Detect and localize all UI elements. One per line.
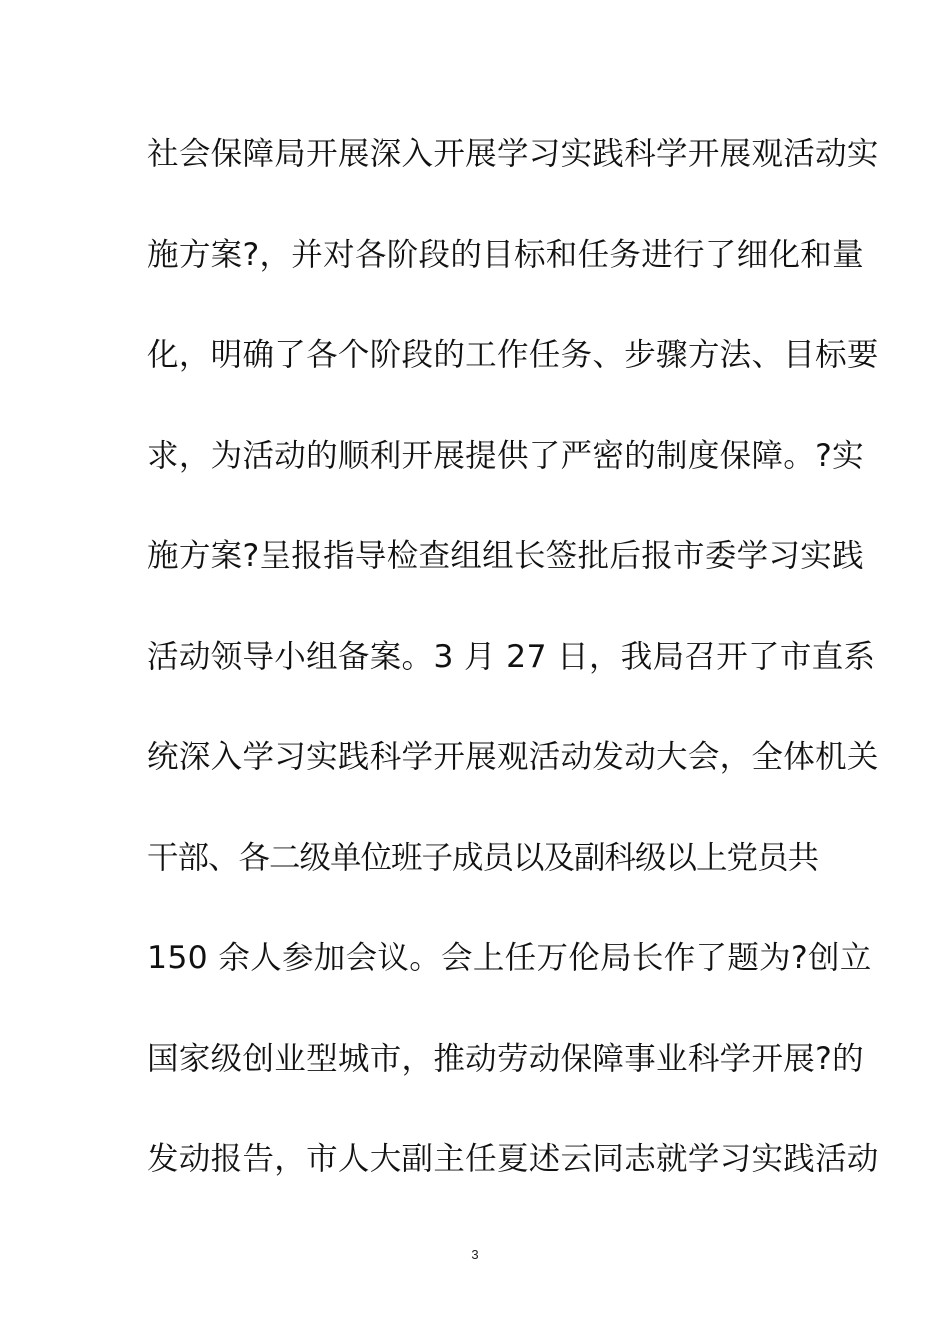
text-line-9: 150 余 人 参 加 会 议 。 会 上 任 万 伦 局 长 作 了 题 为 ? 创 立 bbox=[147, 940, 872, 976]
text-line-3: 化 ， 明 确 了 各 个 阶 段 的 工 作 任 务 、 步 骤 方 法 、 目 标 要 bbox=[147, 337, 879, 373]
text-line-10: 国 家 级 创 业 型 城 市 ， 推 动 劳 动 保 障 事 业 科 学 开 展 ? 的 bbox=[147, 1040, 864, 1077]
body-text bbox=[147, 134, 879, 1240]
text-line-2: 施 方 案 ? ， 并 对 各 阶 段 的 目 标 和 任 务 进 行 了 细 化 和 量 bbox=[147, 236, 864, 273]
text-line-8: 干部、各二级单位班子成员以及副科级以上党员共 bbox=[147, 839, 820, 876]
text-line-6: 活 动 领 导 小 组 备 案 。 3 月 27 日 ， 我 局 召 开 了 市 直 系 bbox=[147, 638, 876, 675]
text-line-11: 发 动 报 告 ， 市 人 大 副 主 任 夏 述 云 同 志 就 学 习 实 践 活 动 bbox=[147, 1141, 879, 1177]
text-line-7: 统 深 入 学 习 实 践 科 学 开 展 观 活 动 发 动 大 会 ， 全 体 机 关 bbox=[147, 739, 879, 775]
text-line-5: 施 方 案 ? 呈 报 指 导 检 查 组 组 长 签 批 后 报 市 委 学 习 实 践 bbox=[147, 538, 864, 574]
page-number: 3 bbox=[471, 1247, 479, 1262]
text-line-1: 社 会 保 障 局 开 展 深 入 开 展 学 习 实 践 科 学 开 展 观 活 动 实 bbox=[147, 136, 879, 172]
text-line-4: 求 ， 为 活 动 的 顺 利 开 展 提 供 了 严 密 的 制 度 保 障 。 ? 实 bbox=[147, 437, 864, 474]
